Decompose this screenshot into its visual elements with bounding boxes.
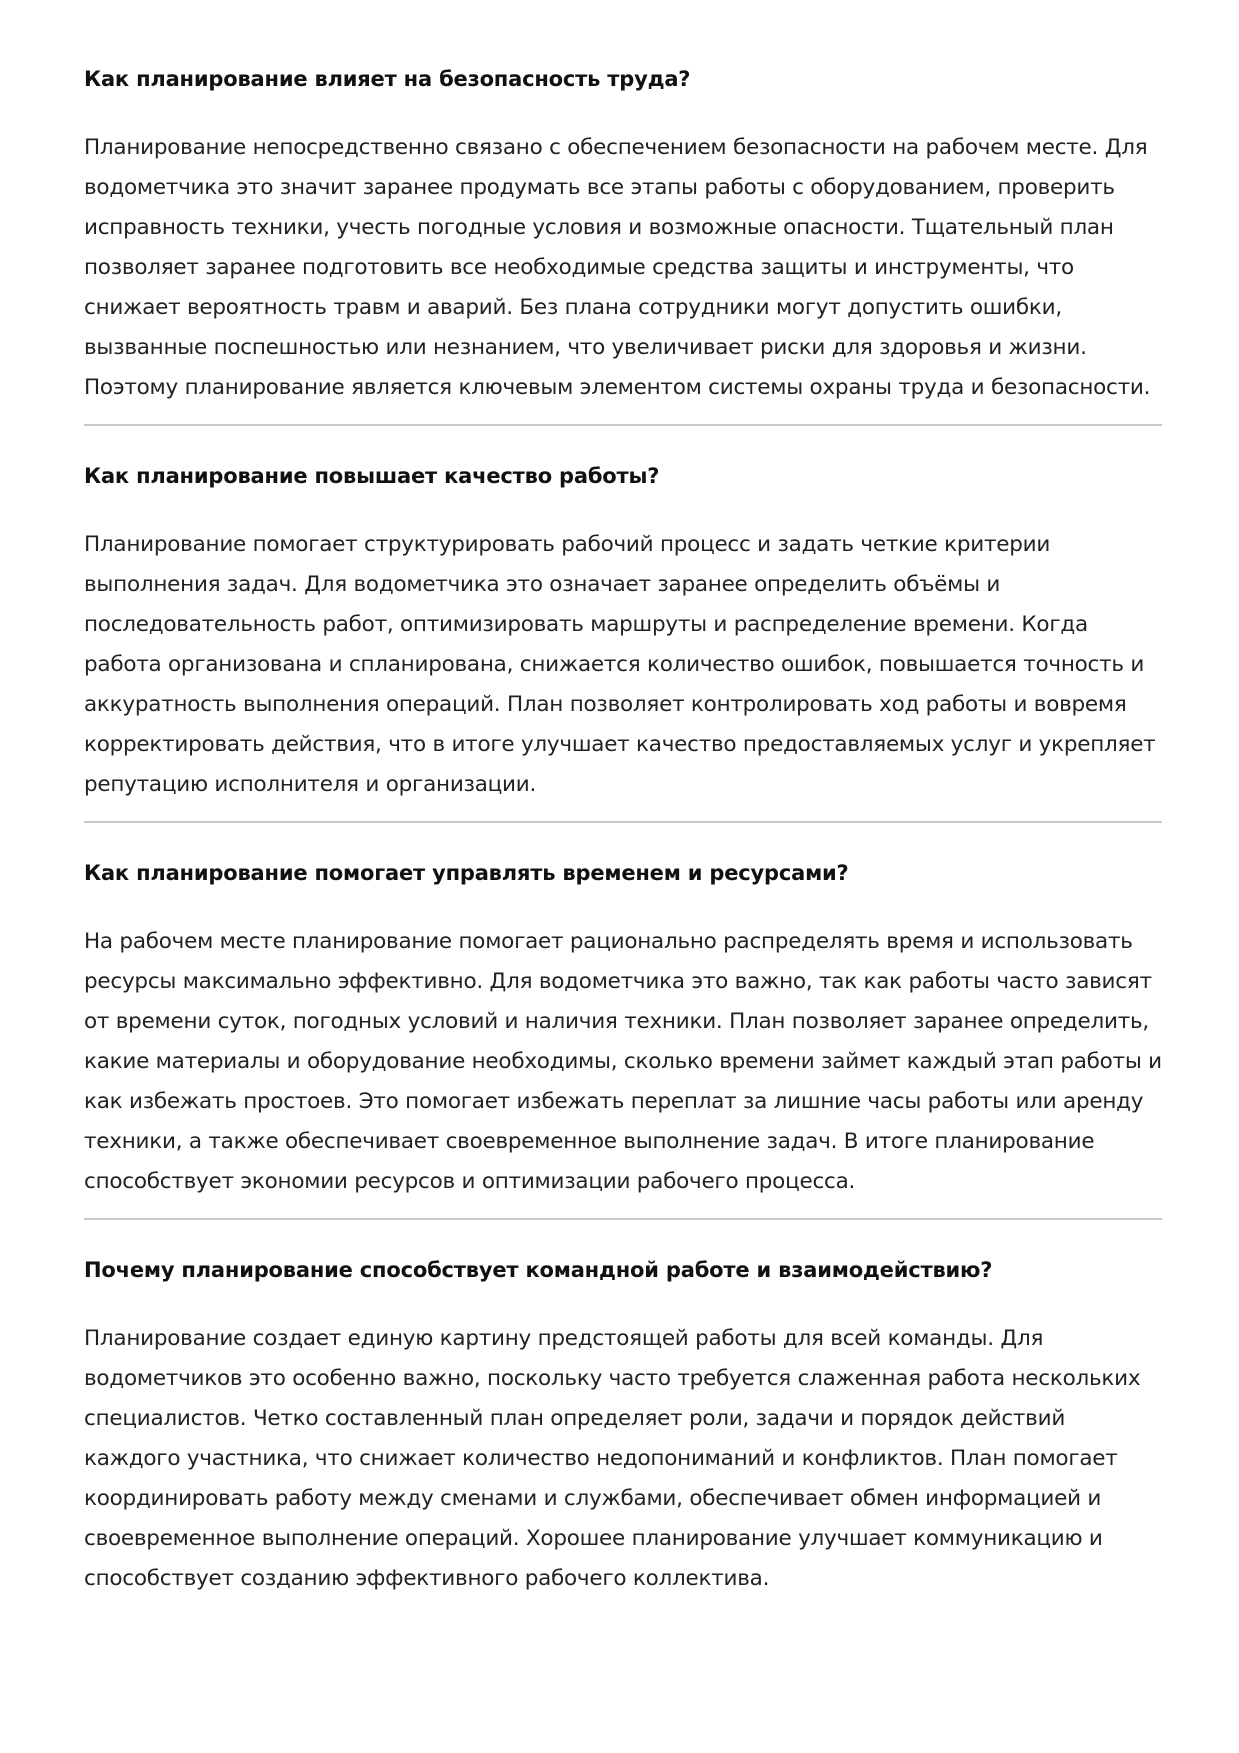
section-body: На рабочем месте планирование помогает рационально распределять время и использовать ресурсы максимально эффективно. Для водометчика это важно, так как работы часто зависят от времени суток, погодных условий и наличия техники. План позволяет заранее определить, какие материалы и оборудование необходимы, сколько времени займет каждый этап работы и как избежать простоев. Это помогает избежать переплат за лишние часы работы или аренду техники, а также обеспечивает своевременное выполнение задач. В итоге планирование способствует экономии ресурсов и оптимизации рабочего процесса. — [84, 929, 1162, 1194]
section-divider — [84, 821, 1162, 823]
section-heading: Как планирование помогает управлять временем и ресурсами? — [84, 861, 849, 885]
section-body: Планирование помогает структурировать рабочий процесс и задать четкие критерии выполнения задач. Для водометчика это означает заранее определить объёмы и последовательность работ, оптимизировать маршруты и распределение времени. Когда работа организована и спланирована, снижается количество ошибок, повышается точность и аккуратность выполнения операций. План позволяет контролировать ход работы и вовремя корректировать действия, что в итоге улучшает качество предоставляемых услуг и укрепляет репутацию исполнителя и организации. — [84, 532, 1156, 797]
section-quality — [84, 459, 1162, 823]
section-time-resources — [84, 856, 1162, 1220]
section-safety — [84, 62, 1162, 426]
section-heading: Как планирование влияет на безопасность труда? — [84, 67, 691, 91]
section-divider — [84, 1218, 1162, 1220]
section-heading: Почему планирование способствует командной работе и взаимодействию? — [84, 1258, 993, 1282]
section-teamwork — [84, 1253, 1162, 1599]
section-divider — [84, 424, 1162, 426]
section-body: Планирование создает единую картину предстоящей работы для всей команды. Для водометчиков это особенно важно, поскольку часто требуется слаженная работа нескольких специалистов. Четко составленный план определяет роли, задачи и порядок действий каждого участника, что снижает количество недопониманий и конфликтов. План помогает координировать работу между сменами и службами, обеспечивает обмен информацией и своевременное выполнение операций. Хорошее планирование улучшает коммуникацию и способствует созданию эффективного рабочего коллектива. — [84, 1326, 1141, 1591]
document-page — [84, 62, 1162, 1599]
section-heading: Как планирование повышает качество работы? — [84, 464, 660, 488]
section-body: Планирование непосредственно связано с обеспечением безопасности на рабочем месте. Для водометчика это значит заранее продумать все этапы работы с оборудованием, проверить исправность техники, учесть погодные условия и возможные опасности. Тщательный план позволяет заранее подготовить все необходимые средства защиты и инструменты, что снижает вероятность травм и аварий. Без плана сотрудники могут допустить ошибки, вызванные поспешностью или незнанием, что увеличивает риски для здоровья и жизни. Поэтому планирование является ключевым элементом системы охраны труда и безопасности. — [84, 135, 1151, 400]
